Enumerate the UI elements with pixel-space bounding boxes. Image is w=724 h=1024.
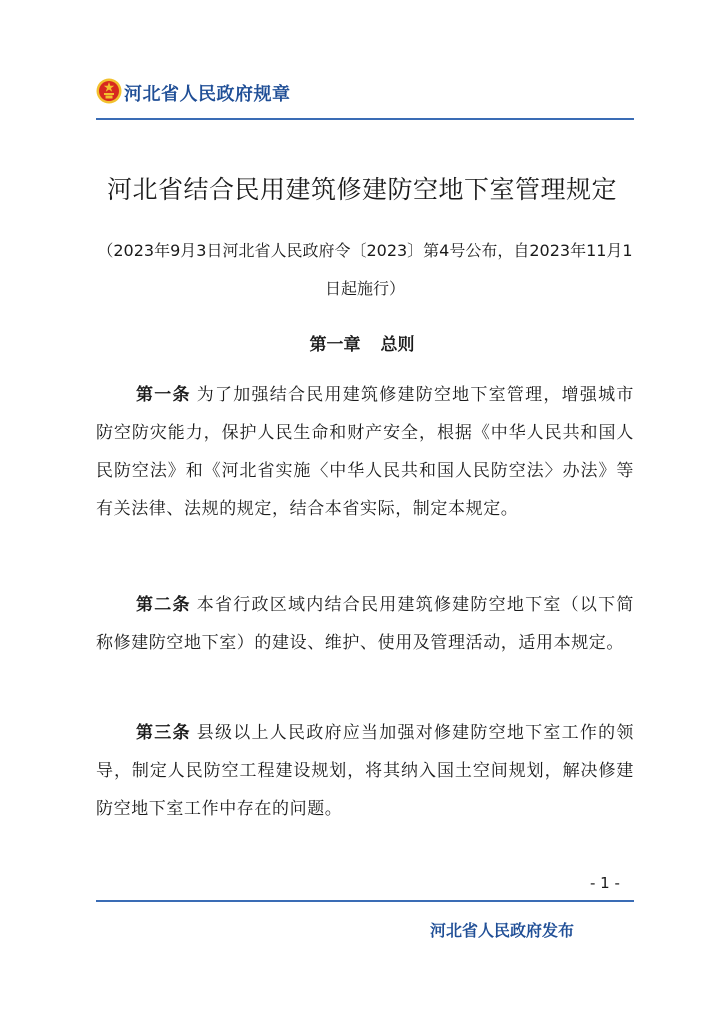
chapter-name: 总则 [380, 335, 415, 355]
article-label: 第二条 [136, 595, 191, 615]
national-emblem-icon [96, 78, 122, 104]
article-text: 本省行政区域内结合民用建筑修建防空地下室（以下简称修建防空地下室）的建设、维护、使用及管理活动，适用本规定。 [96, 595, 634, 653]
article-label: 第三条 [136, 723, 191, 743]
chapter-number: 第一章 [309, 335, 361, 355]
header-title: 河北省人民政府规章 [124, 84, 291, 105]
chapter-heading [0, 330, 724, 355]
article-1 [96, 376, 634, 528]
article-label: 第一条 [136, 385, 191, 405]
footer-divider [96, 900, 634, 902]
page-header [96, 74, 634, 120]
footer-publisher: 河北省人民政府发布 [430, 921, 575, 940]
article-2 [96, 586, 634, 662]
article-3 [96, 714, 634, 828]
page-number: - 1 - [590, 874, 620, 892]
document-subtitle: （2023年9月3日河北省人民政府令〔2023〕第4号公布，自2023年11月1日起施行） [97, 241, 633, 298]
header-divider [96, 118, 634, 120]
article-text: 县级以上人民政府应当加强对修建防空地下室工作的领导，制定人民防空工程建设规划，将其纳入国土空间规划，解决修建防空地下室工作中存在的问题。 [96, 723, 634, 819]
document-title: 河北省结合民用建筑修建防空地下室管理规定 [106, 175, 617, 204]
article-text: 为了加强结合民用建筑修建防空地下室管理，增强城市防空防灾能力，保护人民生命和财产安全，根据《中华人民共和国人民防空法》和《河北省实施〈中华人民共和国人民防空法〉办法》等有关法律、法规的规定，结合本省实际，制定本规定。 [96, 385, 634, 519]
